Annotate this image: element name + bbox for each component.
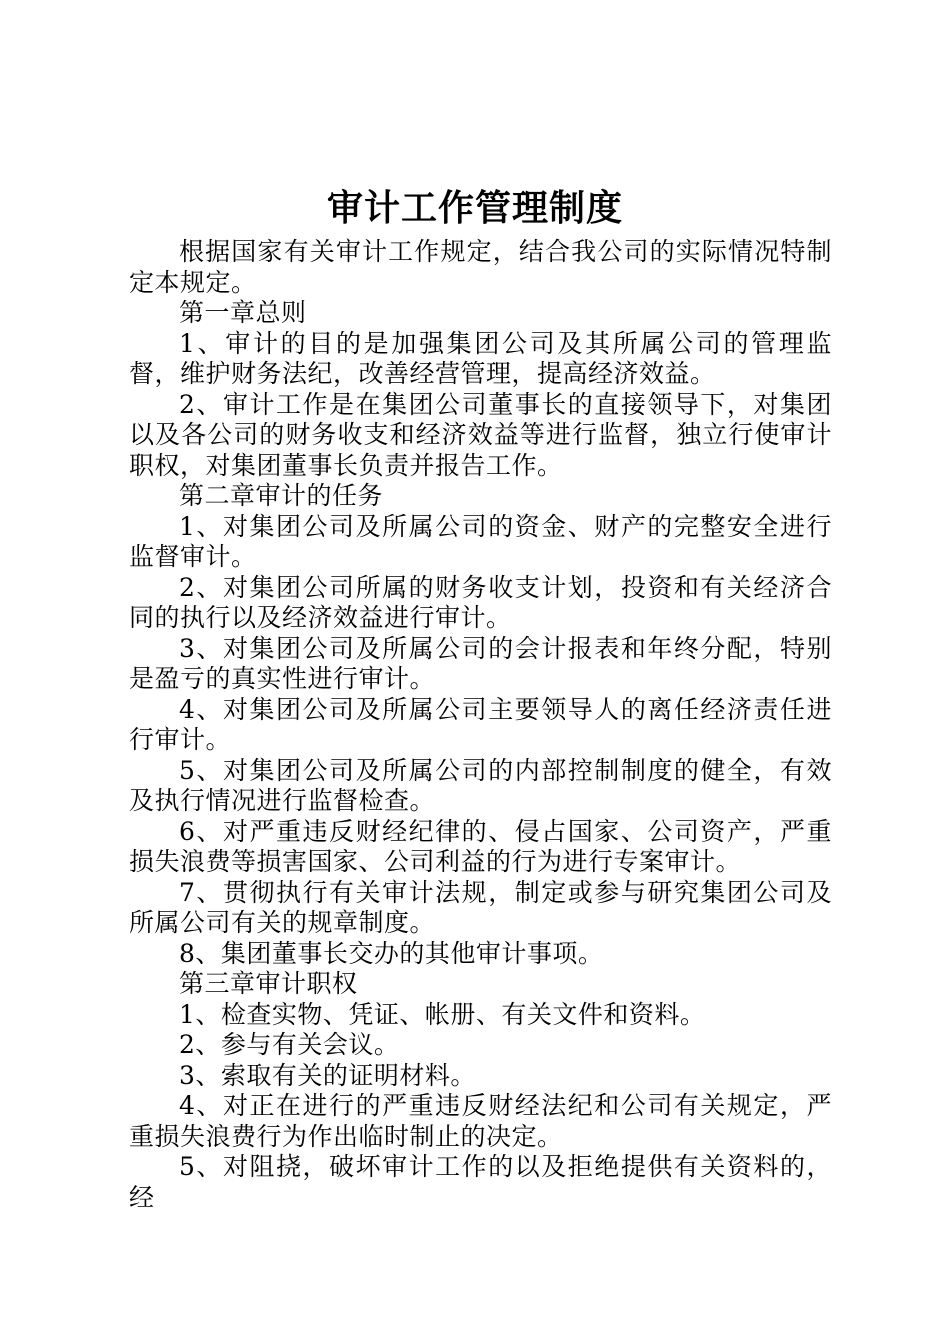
document-body [129, 237, 832, 1213]
chapter-heading-2: 第二章审计的任务 [179, 481, 384, 510]
paragraph: 3、对集团公司及所属公司的会计报表和年终分配，特别是盈亏的真实性进行审计。 [129, 633, 832, 693]
paragraph: 6、对严重违反财经纪律的、侵占国家、公司资产，严重损失浪费等损害国家、公司利益的行为进行专案审计。 [129, 816, 832, 876]
paragraph: 2、审计工作是在集团公司董事长的直接领导下，对集团以及各公司的财务收支和经济效益等进行监督，独立行使审计职权，对集团董事长负责并报告工作。 [129, 389, 832, 480]
paragraph: 1、审计的目的是加强集团公司及其所属公司的管理监督，维护财务法纪，改善经营管理，提高经济效益。 [129, 328, 832, 388]
paragraph: 2、参与有关会议。 [179, 1030, 400, 1059]
paragraph: 5、对阻挠，破坏审计工作的以及拒绝提供有关资料的，经 [129, 1152, 832, 1212]
paragraph: 4、对集团公司及所属公司主要领导人的离任经济责任进行审计。 [129, 694, 832, 754]
document-title: 审计工作管理制度 [326, 187, 623, 229]
chapter-heading-1: 第一章总则 [179, 298, 307, 327]
chapter-heading-3: 第三章审计职权 [179, 969, 358, 998]
paragraph: 2、对集团公司所属的财务收支计划，投资和有关经济合同的执行以及经济效益进行审计。 [129, 572, 832, 632]
paragraph: 1、对集团公司及所属公司的资金、财产的完整安全进行监督审计。 [129, 511, 832, 571]
paragraph: 1、检查实物、凭证、帐册、有关文件和资料。 [179, 999, 706, 1029]
paragraph: 8、集团董事长交办的其他审计事项。 [179, 938, 604, 968]
paragraph: 3、索取有关的证明材料。 [179, 1060, 476, 1090]
paragraph-intro: 根据国家有关审计工作规定，结合我公司的实际情况特制定本规定。 [129, 237, 832, 297]
paragraph: 5、对集团公司及所属公司的内部控制制度的健全，有效及执行情况进行监督检查。 [129, 755, 832, 815]
paragraph: 7、贯彻执行有关审计法规，制定或参与研究集团公司及所属公司有关的规章制度。 [129, 877, 832, 937]
paragraph: 4、对正在进行的严重违反财经法纪和公司有关规定，严重损失浪费行为作出临时制止的决定。 [129, 1091, 832, 1151]
